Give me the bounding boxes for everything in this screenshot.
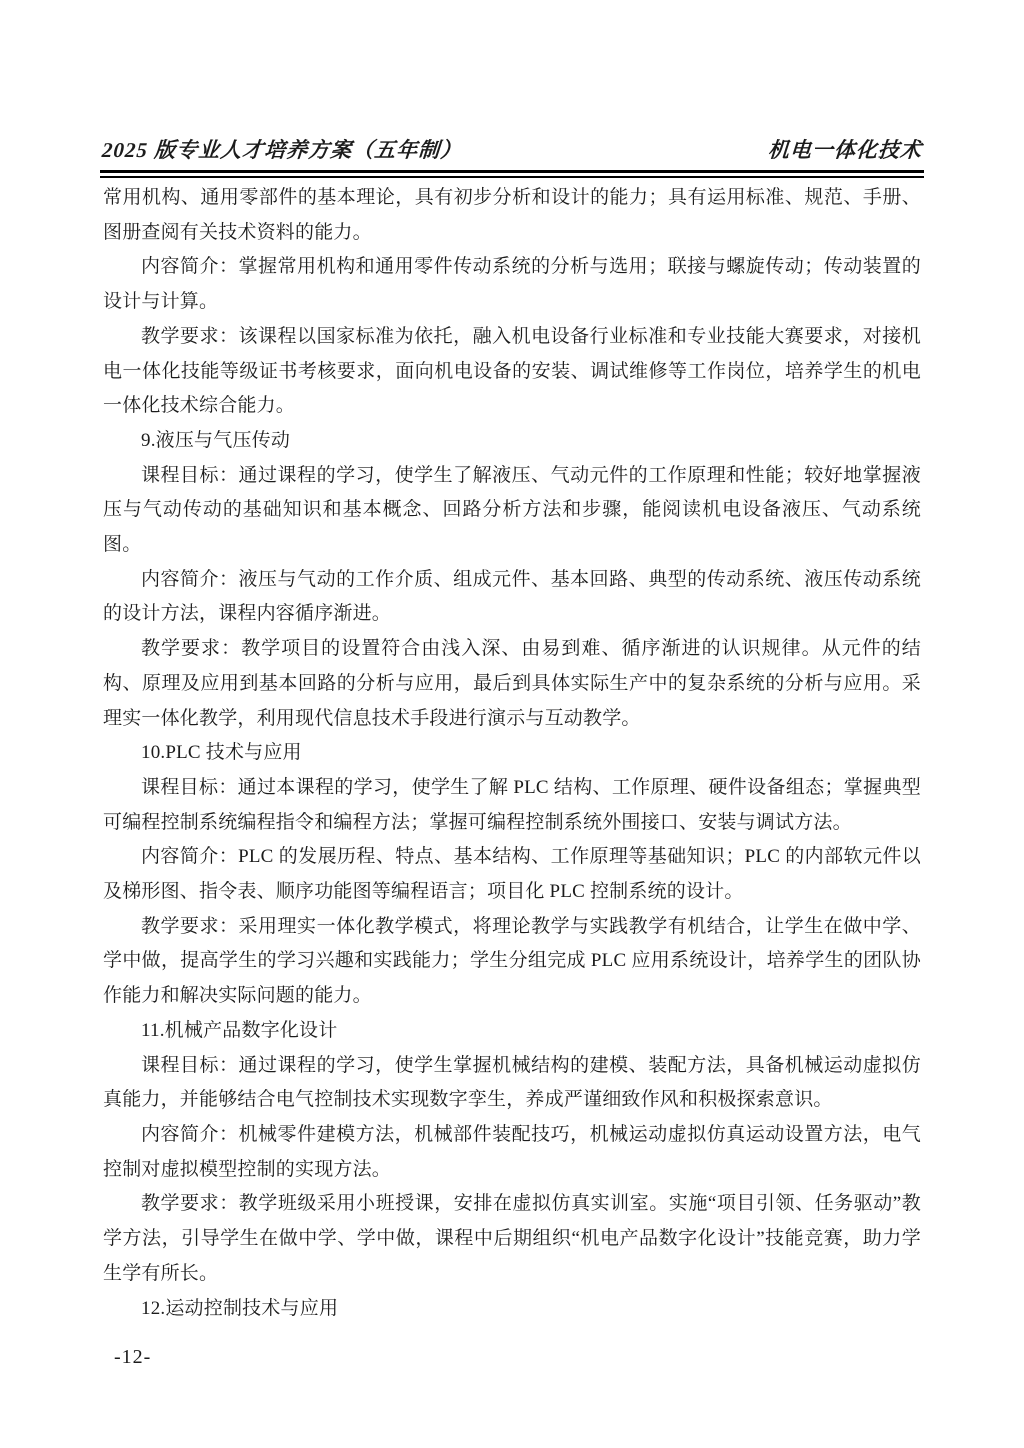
header-double-rule bbox=[100, 170, 924, 178]
body-paragraph: 内容简介：机械零件建模方法，机械部件装配技巧，机械运动虚拟仿真运动设置方法，电气控制对虚拟模型控制的实现方法。 bbox=[103, 1123, 921, 1180]
body-paragraph: 教学要求：教学班级采用小班授课，安排在虚拟仿真实训室。实施“项目引领、任务驱动”教学方法，引导学生在做中学、学中做，课程中后期组织“机电产品数字化设计”技能竞赛，助力学生学有所长。 bbox=[103, 1193, 921, 1284]
header-program-name: 机电一体化技术 bbox=[767, 138, 923, 162]
header-doc-title: 2025 版专业人才培养方案（五年制） bbox=[101, 138, 464, 162]
body-paragraph: 内容简介：液压与气动的工作介质、组成元件、基本回路、典型的传动系统、液压传动系统的设计方法，课程内容循序渐进。 bbox=[103, 568, 921, 625]
body-paragraph: 课程目标：通过课程的学习，使学生掌握机械结构的建模、装配方法，具备机械运动虚拟仿真能力，并能够结合电气控制技术实现数字孪生，养成严谨细致作风和积极探索意识。 bbox=[103, 1054, 921, 1111]
course-heading: 12.运动控制技术与应用 bbox=[141, 1297, 339, 1319]
body-paragraph: 教学要求：该课程以国家标准为依托，融入机电设备行业标准和专业技能大赛要求，对接机电一体化技能等级证书考核要求，面向机电设备的安装、调试维修等工作岗位，培养学生的机电一体化技术综合能力。 bbox=[103, 325, 921, 417]
course-heading: 10.PLC 技术与应用 bbox=[141, 742, 302, 764]
course-heading: 9.液压与气压传动 bbox=[141, 429, 291, 451]
body-paragraph: 常用机构、通用零部件的基本理论，具有初步分析和设计的能力；具有运用标准、规范、手册、图册查阅有关技术资料的能力。 bbox=[103, 187, 921, 243]
body-paragraph: 内容简介：PLC 的发展历程、特点、基本结构、工作原理等基础知识；PLC 的内部软元件以及梯形图、指令表、顺序功能图等编程语言；项目化 PLC 控制系统的设计。 bbox=[103, 846, 921, 903]
course-heading: 11.机械产品数字化设计 bbox=[141, 1019, 338, 1041]
body-paragraph: 教学要求：教学项目的设置符合由浅入深、由易到难、循序渐进的认识规律。从元件的结构、原理及应用到基本回路的分析与应用，最后到具体实际生产中的复杂系统的分析与应用。采理实一体化教学，利用现代信息技术手段进行演示与互动教学。 bbox=[103, 638, 921, 729]
page-number: -12- bbox=[114, 1346, 152, 1368]
document-body bbox=[103, 181, 921, 1326]
body-paragraph: 内容简介：掌握常用机构和通用零件传动系统的分析与选用；联接与螺旋传动；传动装置的设计与计算。 bbox=[103, 256, 921, 313]
body-paragraph: 课程目标：通过本课程的学习，使学生了解 PLC 结构、工作原理、硬件设备组态；掌握典型可编程控制系统编程指令和编程方法；掌握可编程控制系统外围接口、安装与调试方法。 bbox=[103, 776, 921, 833]
page-header bbox=[102, 134, 922, 164]
body-paragraph: 教学要求：采用理实一体化教学模式，将理论教学与实践教学有机结合，让学生在做中学、学中做，提高学生的学习兴趣和实践能力；学生分组完成 PLC 应用系统设计，培养学生的团队协作能力和解决实际问题的能力。 bbox=[103, 915, 921, 1007]
body-paragraph: 课程目标：通过课程的学习，使学生了解液压、气动元件的工作原理和性能；较好地掌握液压与气动传动的基础知识和基本概念、回路分析方法和步骤，能阅读机电设备液压、气动系统图。 bbox=[103, 464, 921, 556]
